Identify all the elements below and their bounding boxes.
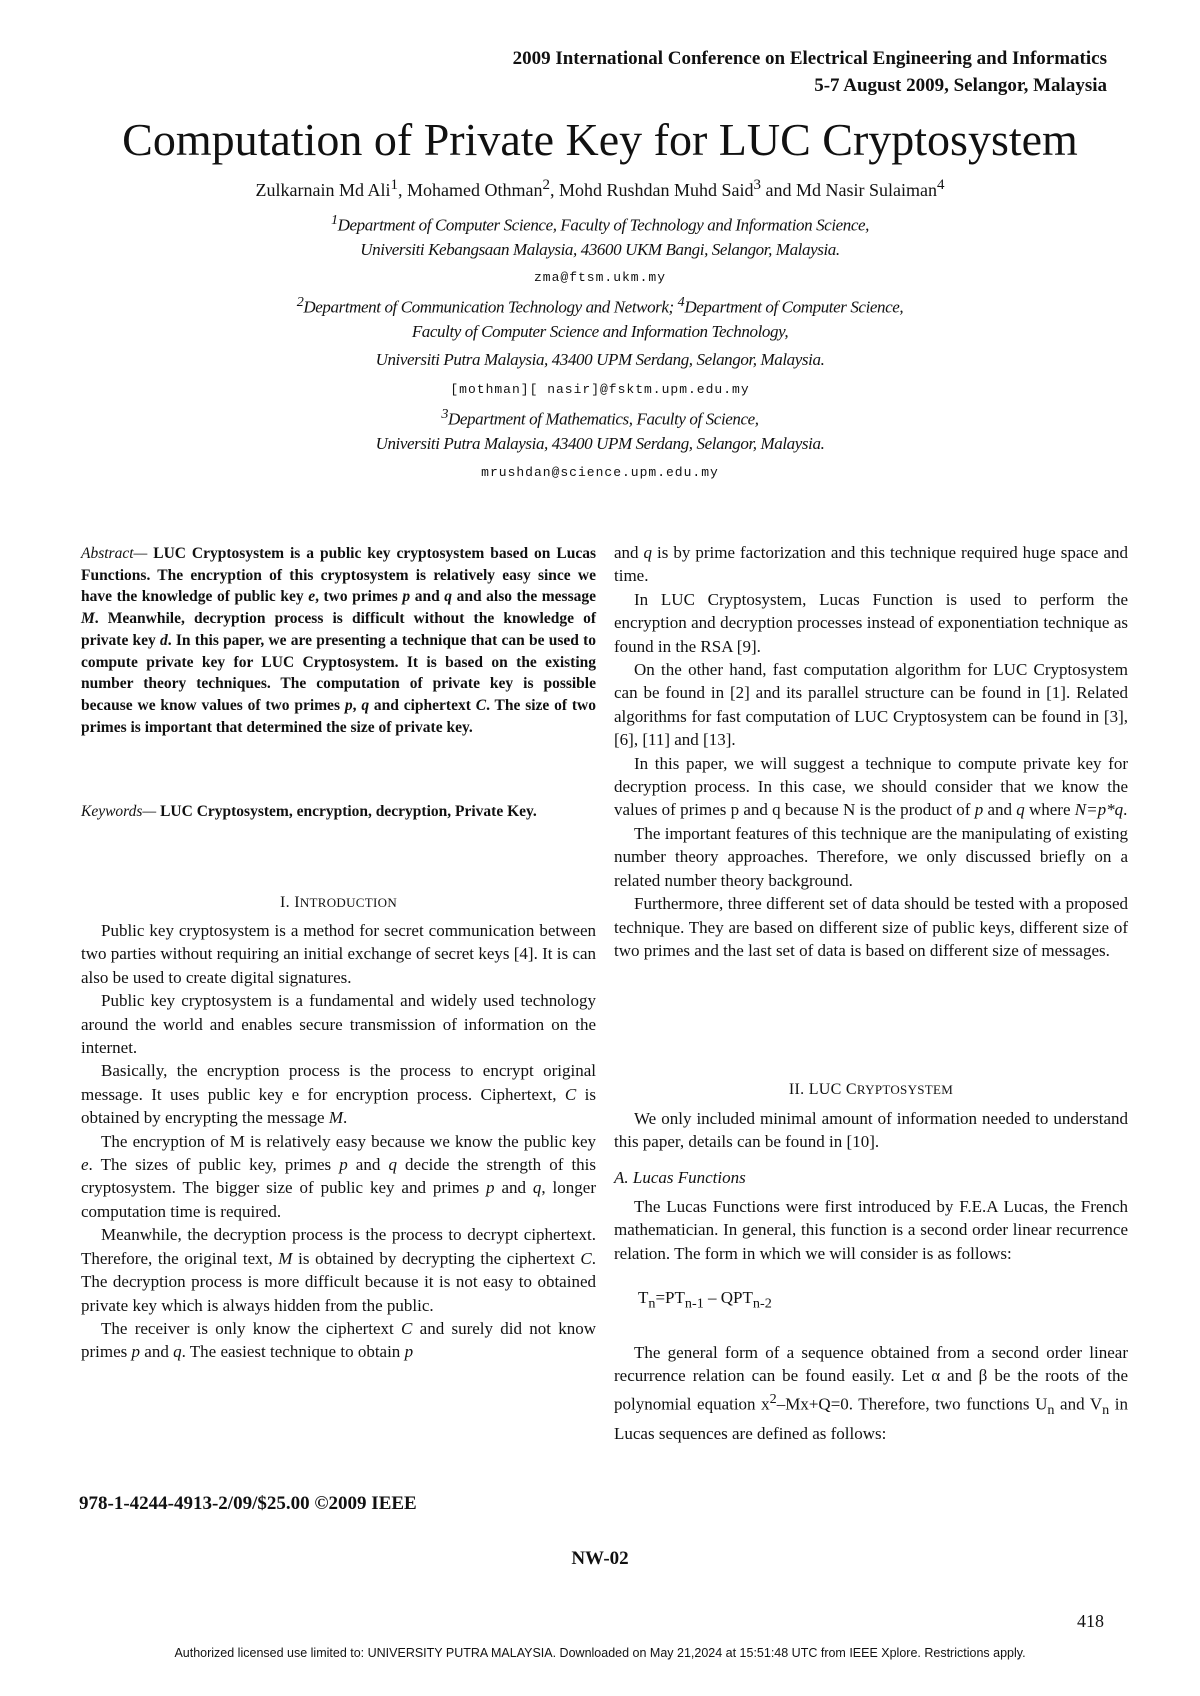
author-name: Zulkarnain Md Ali bbox=[255, 180, 391, 200]
abstract-text: . The size of two primes is important that determined the size of private key. bbox=[81, 696, 597, 736]
affiliation-text: Department of Mathematics, Faculty of Science, bbox=[448, 409, 759, 429]
page-number: 418 bbox=[1077, 1611, 1104, 1631]
author-affiliation-mark: 1 bbox=[390, 177, 398, 193]
author-list: Zulkarnain Md Ali$^1$, Mohamed Othman$^2$, Mohd Rushdan Muhd Said$^3$ and Md Nasir Sulaiman$^4$ bbox=[255, 177, 945, 200]
paragraph: The receiver is only know the ciphertext C and surely did not know primes p and q. The easiest technique to obtain p bbox=[81, 1318, 596, 1362]
session-code: NW-02 bbox=[571, 1548, 629, 1569]
math-var: q bbox=[444, 588, 453, 606]
paragraph: The general form of a sequence obtained from a second order linear recurrence relation can be found easily. Let α and β be the roots of the polynomial equation $x^2-Mx+Q=0$. Therefore, two functions $U_n$ and $V_n$ in Lucas sequences are defined as follows: bbox=[614, 1343, 1129, 1444]
math-var: d bbox=[160, 631, 168, 649]
paragraph: On the other hand, fast computation algorithm for LUC Cryptosystem can be found in [2] and its parallel structure can be found in [1]. Related algorithms for fast computation of LUC Cryptosystem can be found in [3], [6], [11] and [13]. bbox=[614, 660, 1128, 750]
paragraph: Furthermore, three different set of data should be tested with a proposed technique. They are based on different size of public keys, different size of two primes and the last set of data is based on different size of messages. bbox=[614, 894, 1128, 960]
affiliation-line bbox=[0, 212, 1200, 236]
paragraph: Basically, the encryption process is the process to encrypt original message. It uses public key e for encryption process. Ciphertext, C is obtained by encrypting the message M. bbox=[81, 1061, 596, 1128]
affiliation-line bbox=[0, 406, 1200, 430]
math-var: C bbox=[475, 696, 487, 714]
author-conjunction: and bbox=[765, 180, 792, 200]
section-title: RYPTOSYSTEM bbox=[856, 1082, 954, 1097]
affiliation-text: Department of Computer Science, bbox=[684, 297, 904, 317]
abstract-text: . Meanwhile, decryption process is difficult without the knowledge of private key bbox=[81, 610, 596, 649]
abstract-text: , two primes bbox=[315, 588, 403, 606]
affiliation-mark: 4 bbox=[677, 294, 685, 310]
math-var: e bbox=[308, 588, 316, 606]
affiliation-line: Universiti Putra Malaysia, 43400 UPM Serdang, Selangor, Malaysia. bbox=[375, 350, 825, 369]
section-title: LUC C bbox=[808, 1081, 857, 1098]
section-heading bbox=[614, 1078, 1128, 1101]
lucas-sequence-paragraph bbox=[614, 1341, 1128, 1446]
introduction-body bbox=[81, 919, 596, 1364]
paper-title: Computation of Private Key for LUC Cryptosystem bbox=[122, 114, 1078, 165]
math-var: p bbox=[402, 588, 411, 606]
paragraph: In this paper, we will suggest a technique to compute private key for decryption process. In this case, we should consider that we know the values of primes p and q because N is the product of p and q where N=p*q. bbox=[614, 753, 1128, 820]
conference-dates: 5-7 August 2009, Selangor, Malaysia bbox=[814, 75, 1107, 96]
section-heading bbox=[81, 891, 596, 914]
math-var: p bbox=[344, 696, 353, 714]
affiliation-mark: 3 bbox=[441, 406, 449, 422]
affiliation-mark: 2 bbox=[296, 294, 304, 310]
paragraph: Meanwhile, the decryption process is the process to decrypt ciphertext. Therefore, the original text, M is obtained by decrypting the ciphertext C. The decryption process is more difficult because it is not easy to obtained private key which is always hidden from the public. bbox=[81, 1225, 597, 1315]
paragraph: The encryption of M is relatively easy because we know the public key e. The sizes of public key, primes p and q decide the strength of this cryptosystem. The bigger size of public key and primes p and q, longer computation time is required. bbox=[81, 1131, 597, 1221]
affiliation-line: Faculty of Computer Science and Information Technology, bbox=[411, 322, 789, 341]
paragraph: and q is by prime factorization and this technique required huge space and time. bbox=[614, 543, 1129, 586]
abstract-text: and ciphertext bbox=[369, 696, 476, 714]
affiliation-line: Universiti Kebangsaan Malaysia, 43600 UKM Bangi, Selangor, Malaysia. bbox=[360, 240, 840, 259]
keywords-text: LUC Cryptosystem, encryption, decryption, Private Key. bbox=[156, 803, 537, 820]
paragraph: Public key cryptosystem is a fundamental and widely used technology around the world and enables secure transmission of information on the internet. bbox=[81, 991, 596, 1058]
abstract-text: and also the message bbox=[452, 588, 596, 606]
author-affiliation-mark: 4 bbox=[936, 177, 945, 193]
affiliation-text: Department of Communication Technology and Network; bbox=[303, 297, 678, 317]
abstract-text: , bbox=[352, 696, 362, 714]
copyright-notice: 978-1-4244-4913-2/09/$25.00 ©2009 IEEE bbox=[79, 1493, 417, 1514]
section-number: I. bbox=[279, 894, 295, 911]
author-name: Md Nasir Sulaiman bbox=[795, 180, 937, 200]
author-name: Mohamed Othman bbox=[406, 180, 543, 200]
paragraph: In LUC Cryptosystem, Lucas Function is used to perform the encryption and decryption processes instead of exponentiation technique as found in the RSA [9]. bbox=[614, 589, 1128, 656]
recurrence-equation: $T_n=PT_{n-1} - QPT_{n-2}$ bbox=[638, 1288, 772, 1312]
paragraph: Public key cryptosystem is a method for secret communication between two parties without requiring an initial exchange of secret keys [4]. It is can also be used to create digital signatures. bbox=[81, 921, 596, 987]
paragraph: We only included minimal amount of information needed to understand this paper, details can be found in [10]. bbox=[614, 1109, 1128, 1152]
author-affiliation-mark: 2 bbox=[542, 177, 550, 193]
paragraph: The Lucas Functions were first introduced by F.E.A Lucas, the French mathematician. In general, this function is a second order linear recurrence relation. The form in which we will consider is as follows: bbox=[614, 1197, 1128, 1263]
abstract-text: and bbox=[410, 588, 445, 606]
author-email: mrushdan@science.upm.edu.my bbox=[481, 465, 719, 480]
luc-intro-paragraph bbox=[614, 1107, 1128, 1154]
abstract-text: . In this paper, we are presenting a technique that can be used to compute private key for LUC Cryptosystem. It is based on the existing number theory techniques. The computation of private key is possible because we know values of two primes bbox=[81, 631, 596, 714]
subsection-heading: A. Lucas Functions bbox=[614, 1168, 746, 1187]
license-notice: Authorized licensed use limited to: UNIVERSITY PUTRA MALAYSIA. Downloaded on May 21,2024 at 15:51:48 UTC from IEEE Xplore. Restrictions apply. bbox=[174, 1646, 1026, 1660]
affiliation-line: Universiti Putra Malaysia, 43400 UPM Serdang, Selangor, Malaysia. bbox=[375, 434, 825, 453]
affiliation-mark: 1 bbox=[330, 212, 338, 228]
author-email: zma@ftsm.ukm.my bbox=[533, 270, 667, 285]
section-number: II. bbox=[788, 1081, 809, 1098]
affiliation-text: Department of Computer Science, Faculty of Technology and Information Science, bbox=[337, 215, 870, 235]
keywords-label: Keywords— bbox=[81, 803, 157, 820]
abstract-label: Abstract— bbox=[81, 545, 148, 562]
section-title: NTRODUCTION bbox=[299, 895, 398, 910]
abstract-text: LUC Cryptosystem is a public key cryptosystem based on Lucas Functions. The encryption of this cryptosystem is relatively easy since we have the knowledge of public key bbox=[81, 545, 596, 606]
right-column-body bbox=[614, 541, 1128, 962]
section-title: I bbox=[294, 894, 300, 911]
math-var: q bbox=[361, 696, 370, 714]
paragraph: The important features of this technique are the manipulating of existing number theory approaches. Therefore, we only discussed briefly on a related number theory background. bbox=[614, 823, 1128, 890]
author-email: [mothman][ nasir]@fsktm.upm.edu.my bbox=[450, 382, 750, 397]
abstract bbox=[81, 543, 596, 738]
conference-name: 2009 International Conference on Electrical Engineering and Informatics bbox=[512, 48, 1107, 69]
author-affiliation-mark: 3 bbox=[753, 177, 761, 193]
author-name: Mohd Rushdan Muhd Said bbox=[558, 180, 754, 200]
math-var: M bbox=[81, 610, 95, 628]
keywords bbox=[81, 801, 596, 823]
lucas-functions-paragraph bbox=[614, 1195, 1128, 1265]
affiliation-line bbox=[0, 294, 1200, 318]
